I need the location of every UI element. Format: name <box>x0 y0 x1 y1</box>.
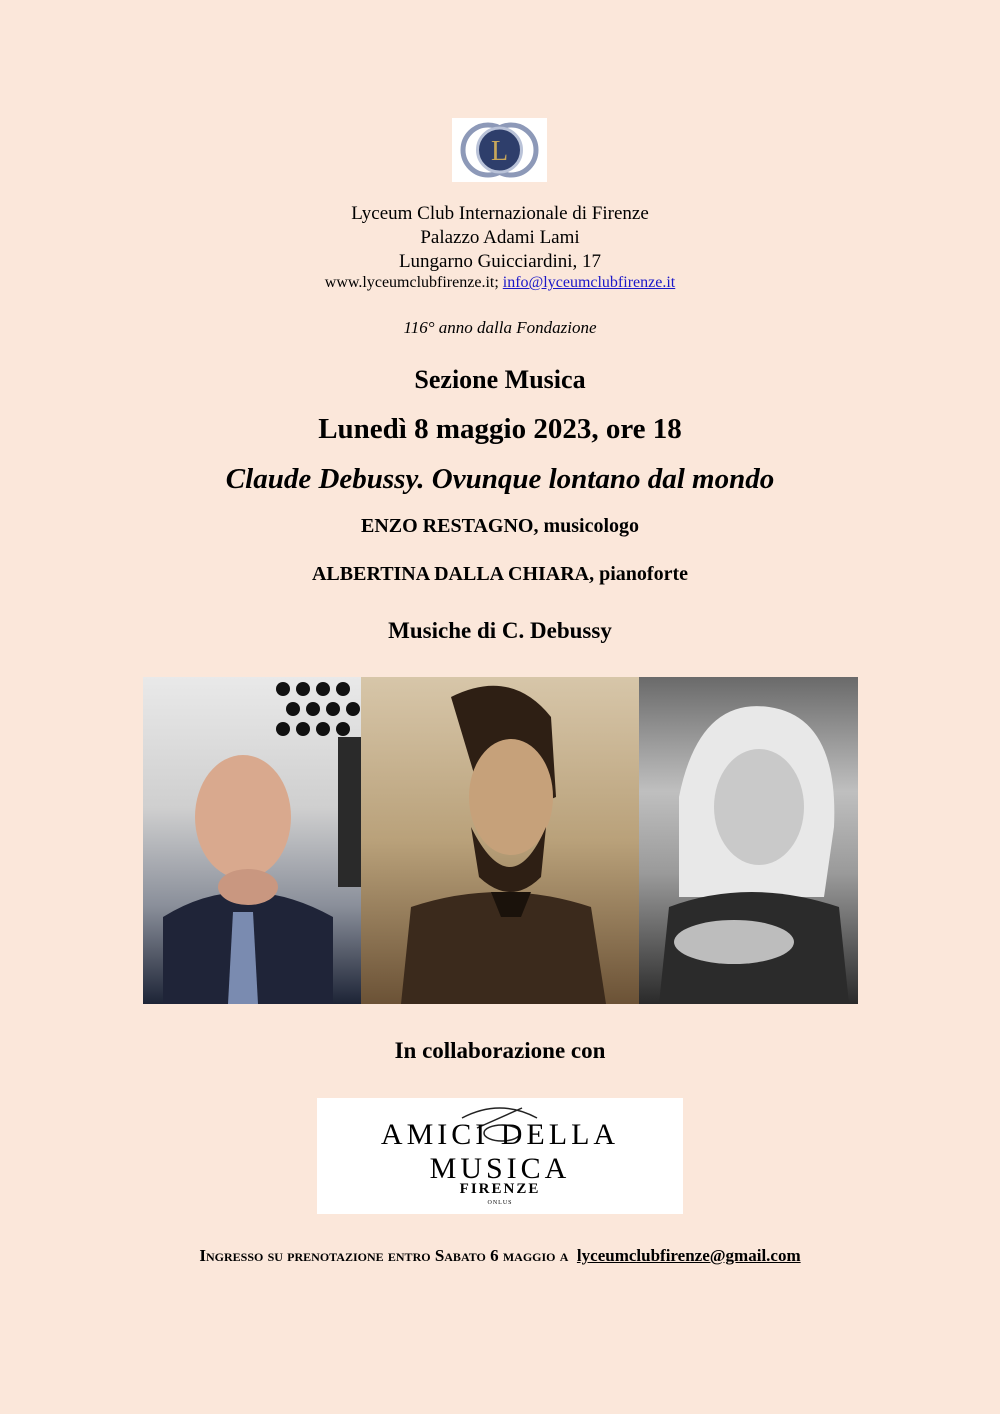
amici-line2: FIRENZE <box>459 1181 541 1197</box>
amici-della-musica-logo <box>317 1098 683 1214</box>
event-title: Claude Debussy. Ovunque lontano dal mondo <box>225 463 775 495</box>
amici-line3: ONLUS <box>487 1200 513 1206</box>
amici-line1: AMICI DELLA MUSICA <box>380 1118 620 1185</box>
reservation-email-link[interactable]: lyceumclubfirenze@gmail.com <box>576 1246 801 1265</box>
photo-enzo-restagno <box>143 677 361 1004</box>
lyceum-logo-icon <box>452 118 547 182</box>
pianist-line: ALBERTINA DALLA CHIARA, pianoforte <box>311 563 688 585</box>
speaker-line: ENZO RESTAGNO, musicologo <box>361 515 639 537</box>
event-date: Lunedì 8 maggio 2023, ore 18 <box>318 413 682 445</box>
contact-line <box>0 274 1000 292</box>
club-address: Lungarno Guicciardini, 17 <box>398 251 602 272</box>
email-link[interactable]: info@lyceumclubfirenze.it <box>502 274 676 291</box>
reservation-text: Ingresso su prenotazione entro Sabato 6 maggio a <box>199 1246 569 1265</box>
collaboration-label: In collaborazione con <box>394 1038 606 1063</box>
club-palace: Palazzo Adami Lami <box>420 227 580 248</box>
section-heading: Sezione Musica <box>414 365 586 394</box>
svg-text:L: L <box>490 136 509 167</box>
lyceum-logo <box>452 118 547 182</box>
photo-albertina-dalla-chiara <box>639 677 858 1004</box>
club-name: Lyceum Club Internazionale di Firenze <box>351 203 649 224</box>
photo-claude-debussy <box>361 677 639 1004</box>
website-text[interactable]: www.lyceumclubfirenze.it; <box>324 274 499 291</box>
program-line: Musiche di C. Debussy <box>388 618 612 643</box>
reservation-footer <box>0 1246 1000 1266</box>
anniversary-text: 116° anno dalla Fondazione <box>403 318 597 337</box>
